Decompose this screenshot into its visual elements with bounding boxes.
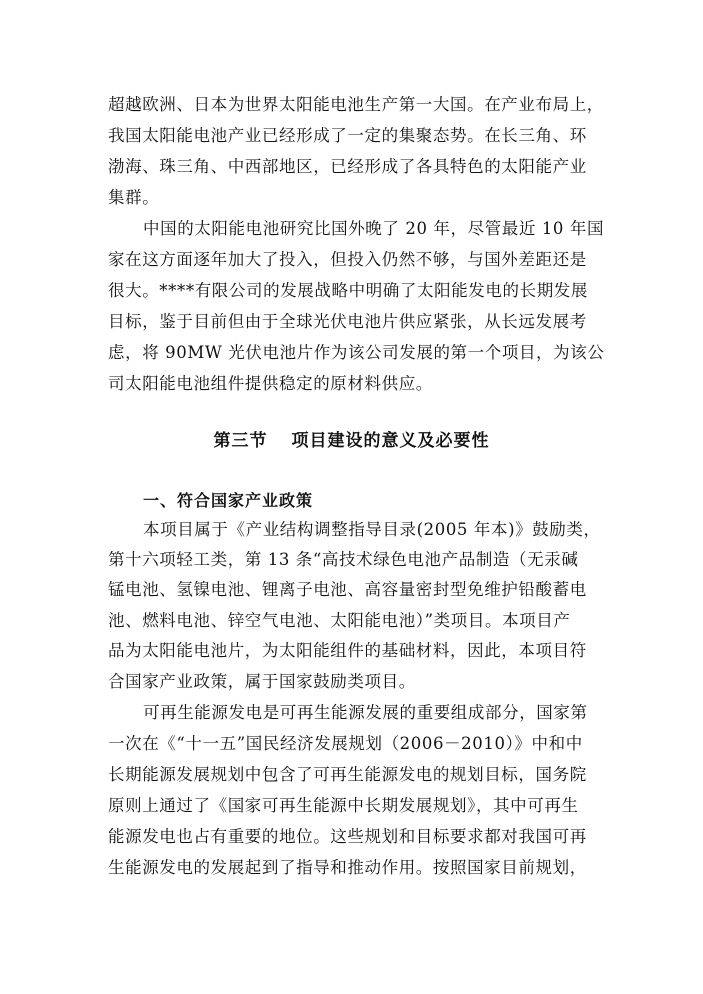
paragraph-line: 生能源发电的发展起到了指导和推动作用。按照国家目前规划， — [108, 858, 587, 877]
paragraph-line: 目标，鉴于目前但由于全球光伏电池片供应紧张，从长远发展考 — [108, 312, 587, 331]
paragraph-line: 池、燃料电池、锌空气电池、太阳能电池）”类项目。本项目产 — [108, 611, 571, 630]
paragraph-line: 品为太阳能电池片，为太阳能组件的基础材料，因此，本项目符 — [108, 641, 587, 660]
paragraph-line: 集群。 — [108, 188, 160, 207]
paragraph-line: 超越欧洲、日本为世界太阳能电池生产第一大国。在产业布局上， — [108, 95, 604, 114]
paragraph-line: 可再生能源发电是可再生能源发展的重要组成部分，国家第 — [143, 703, 588, 722]
section-heading: 项目建设的意义及必要性 — [291, 431, 490, 451]
paragraph-line: 锰电池、氢镍电池、锂离子电池、高容量密封型免维护铅酸蓄电 — [108, 580, 587, 599]
paragraph-line: 我国太阳能电池产业已经形成了一定的集聚态势。在长三角、环 — [108, 126, 587, 145]
paragraph-line: 能源发电也占有重要的地位。这些规划和目标要求都对我国可再 — [108, 827, 587, 846]
paragraph-line: 家在这方面逐年加大了投入，但投入仍然不够，与国外差距还是 — [108, 250, 587, 269]
paragraph-line: 合国家产业政策，属于国家鼓励类项目。 — [108, 672, 416, 691]
paragraph-line: 司太阳能电池组件提供稳定的原材料供应。 — [108, 374, 433, 393]
paragraph-line: 原则上通过了《国家可再生能源中长期发展规划》，其中可再生 — [108, 796, 579, 815]
section-number: 第三节 — [213, 431, 268, 451]
paragraph-line: 中国的太阳能电池研究比国外晚了 20 年，尽管最近 10 年国 — [143, 219, 605, 238]
subheading: 一、符合国家产业政策 — [143, 491, 314, 510]
paragraph-line: 很大。****有限公司的发展战略中明确了太阳能发电的长期发展 — [108, 281, 588, 300]
paragraph-line: 第十六项轻工类，第 13 条“高技术绿色电池产品制造（无汞碱 — [108, 550, 579, 569]
paragraph-line: 长期能源发展规划中包含了可再生能源发电的规划目标，国务院 — [108, 765, 587, 784]
paragraph-line: 一次在《“十一五”国民经济发展规划（2006－2010）》中和中 — [108, 734, 583, 753]
paragraph-line: 渤海、珠三角、中西部地区，已经形成了各具特色的太阳能产业 — [108, 157, 587, 176]
paragraph-line: 本项目属于《产业结构调整指导目录(2005 年本)》鼓励类， — [143, 520, 601, 539]
paragraph-line: 虑，将 90MW 光伏电池片作为该公司发展的第一个项目，为该公 — [108, 343, 605, 362]
section-title — [0, 430, 703, 452]
